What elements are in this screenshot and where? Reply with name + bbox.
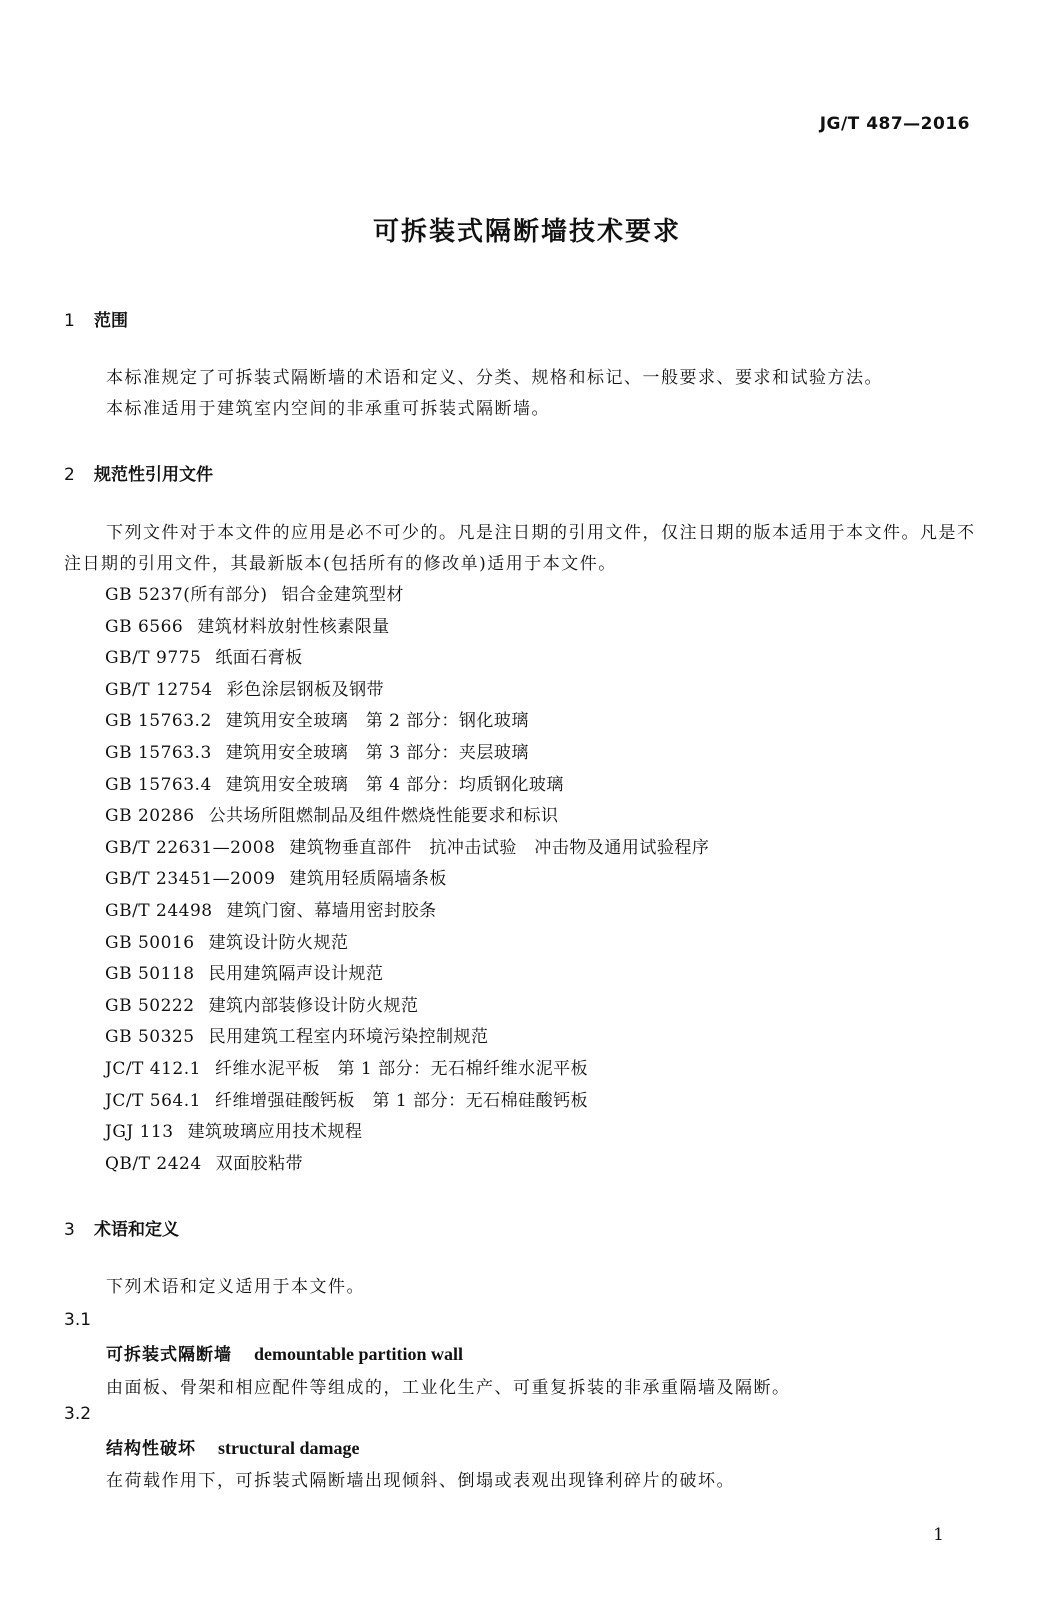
section-number: 2: [64, 465, 75, 485]
reference-title: 建筑设计防火规范: [208, 932, 349, 953]
reference-title: 纸面石膏板: [215, 648, 303, 669]
section-title: 术语和定义: [94, 1220, 179, 1240]
reference-code: GB 15763.3: [105, 742, 212, 763]
reference-title: 纤维增强硅酸钙板 第 1 部分：无石棉硅酸钙板: [214, 1090, 589, 1111]
reference-code: JC/T 564.1: [105, 1090, 201, 1111]
reference-item: [105, 864, 709, 896]
reference-code: GB/T 9775: [105, 648, 202, 669]
reference-code: GB/T 24498: [105, 900, 213, 921]
reference-code: GB 50016: [105, 932, 195, 953]
reference-item: [105, 738, 709, 770]
reference-code: GB/T 12754: [105, 679, 213, 700]
reference-title: 建筑用安全玻璃 第 4 部分：均质钢化玻璃: [225, 774, 564, 795]
reference-code: GB 15763.4: [105, 774, 212, 795]
reference-code: GB 50222: [105, 995, 195, 1016]
reference-item: [105, 706, 709, 738]
reference-item: [105, 1054, 709, 1086]
reference-item: [105, 928, 709, 960]
reference-item: [105, 643, 709, 675]
reference-item: [105, 801, 709, 833]
paragraph: 下列文件对于本文件的应用是必不可少的。凡是注日期的引用文件，仅注日期的版本适用于本文件。凡是不注日期的引用文件，其最新版本(包括所有的修改单)适用于本文件。: [64, 523, 976, 574]
term-english: structural damage: [218, 1438, 360, 1458]
reference-title: 纤维水泥平板 第 1 部分：无石棉纤维水泥平板: [214, 1058, 589, 1079]
reference-title: 民用建筑工程室内环境污染控制规范: [208, 1027, 489, 1048]
reference-code: GB 6566: [105, 616, 184, 637]
reference-item: [105, 612, 709, 644]
reference-code: GB 50118: [105, 964, 195, 985]
reference-item: [105, 580, 709, 612]
section-2-intro: [64, 518, 984, 580]
reference-title: 建筑用安全玻璃 第 3 部分：夹层玻璃: [225, 742, 529, 763]
clause-number: 3.1: [64, 1310, 92, 1330]
reference-code: GB 15763.2: [105, 711, 212, 732]
reference-title: 双面胶粘带: [215, 1153, 304, 1174]
paragraph: 下列术语和定义适用于本文件。: [106, 1277, 365, 1297]
reference-item: [105, 1022, 709, 1054]
reference-title: 建筑材料放射性核素限量: [197, 616, 390, 637]
reference-title: 彩色涂层钢板及钢带: [226, 679, 385, 700]
reference-item: [105, 675, 709, 707]
section-title: 范围: [94, 311, 128, 331]
section-title: 规范性引用文件: [94, 465, 213, 485]
section-number: 3: [64, 1220, 75, 1240]
reference-item: [105, 770, 709, 802]
reference-item: [105, 1117, 709, 1149]
reference-title: 公共场所阻燃制品及组件燃烧性能要求和标识: [208, 806, 559, 827]
term-definition: 由面板、骨架和相应配件等组成的，工业化生产、可重复拆装的非承重隔墙及隔断。: [106, 1378, 791, 1398]
section-3-heading: [64, 1215, 179, 1240]
page-number: 1: [933, 1525, 944, 1545]
section-1-body: [64, 363, 984, 425]
standard-code: JG/T 487—2016: [819, 114, 970, 134]
section-2-heading: [64, 460, 213, 485]
term-entry: [106, 1434, 359, 1459]
reference-code: GB/T 22631—2008: [105, 837, 276, 858]
reference-title: 建筑内部装修设计防火规范: [208, 995, 419, 1016]
section-1-heading: [64, 306, 128, 331]
reference-code: GB/T 23451—2009: [105, 869, 276, 890]
reference-title: 民用建筑隔声设计规范: [208, 964, 384, 985]
reference-item: [105, 896, 709, 928]
term-definition: 在荷载作用下，可拆装式隔断墙出现倾斜、倒塌或表观出现锋利碎片的破坏。: [106, 1471, 735, 1491]
clause-number: 3.2: [64, 1404, 92, 1424]
reference-code: QB/T 2424: [105, 1153, 202, 1174]
reference-title: 铝合金建筑型材: [281, 585, 405, 605]
reference-title: 建筑门窗、幕墙用密封胶条: [226, 900, 437, 921]
reference-title: 建筑玻璃应用技术规程: [187, 1122, 363, 1143]
section-3-intro: [64, 1272, 984, 1303]
paragraph: 本标准适用于建筑室内空间的非承重可拆装式隔断墙。: [106, 399, 550, 419]
term-entry: [106, 1340, 463, 1365]
reference-title: 建筑用安全玻璃 第 2 部分：钢化玻璃: [225, 711, 529, 732]
term-chinese: 可拆装式隔断墙: [106, 1345, 232, 1365]
paragraph: 本标准规定了可拆装式隔断墙的术语和定义、分类、规格和标记、一般要求、要求和试验方法。: [106, 368, 883, 388]
reference-item: [105, 833, 709, 865]
reference-item: [105, 1149, 709, 1181]
reference-code: JGJ 113: [105, 1122, 174, 1143]
reference-item: [105, 991, 709, 1023]
reference-title: 建筑用轻质隔墙条板: [289, 869, 447, 890]
section-number: 1: [64, 311, 75, 331]
reference-title: 建筑物垂直部件 抗冲击试验 冲击物及通用试验程序: [289, 837, 710, 858]
reference-code: GB 5237(所有部分): [105, 585, 268, 605]
reference-code: GB 20286: [105, 806, 195, 827]
term-english: demountable partition wall: [254, 1344, 464, 1364]
reference-item: [105, 1086, 709, 1118]
reference-code: GB 50325: [105, 1027, 195, 1048]
document-title: 可拆装式隔断墙技术要求: [372, 217, 681, 247]
reference-code: JC/T 412.1: [105, 1058, 201, 1079]
reference-list: [105, 580, 709, 1180]
term-chinese: 结构性破坏: [106, 1439, 196, 1459]
reference-item: [105, 959, 709, 991]
